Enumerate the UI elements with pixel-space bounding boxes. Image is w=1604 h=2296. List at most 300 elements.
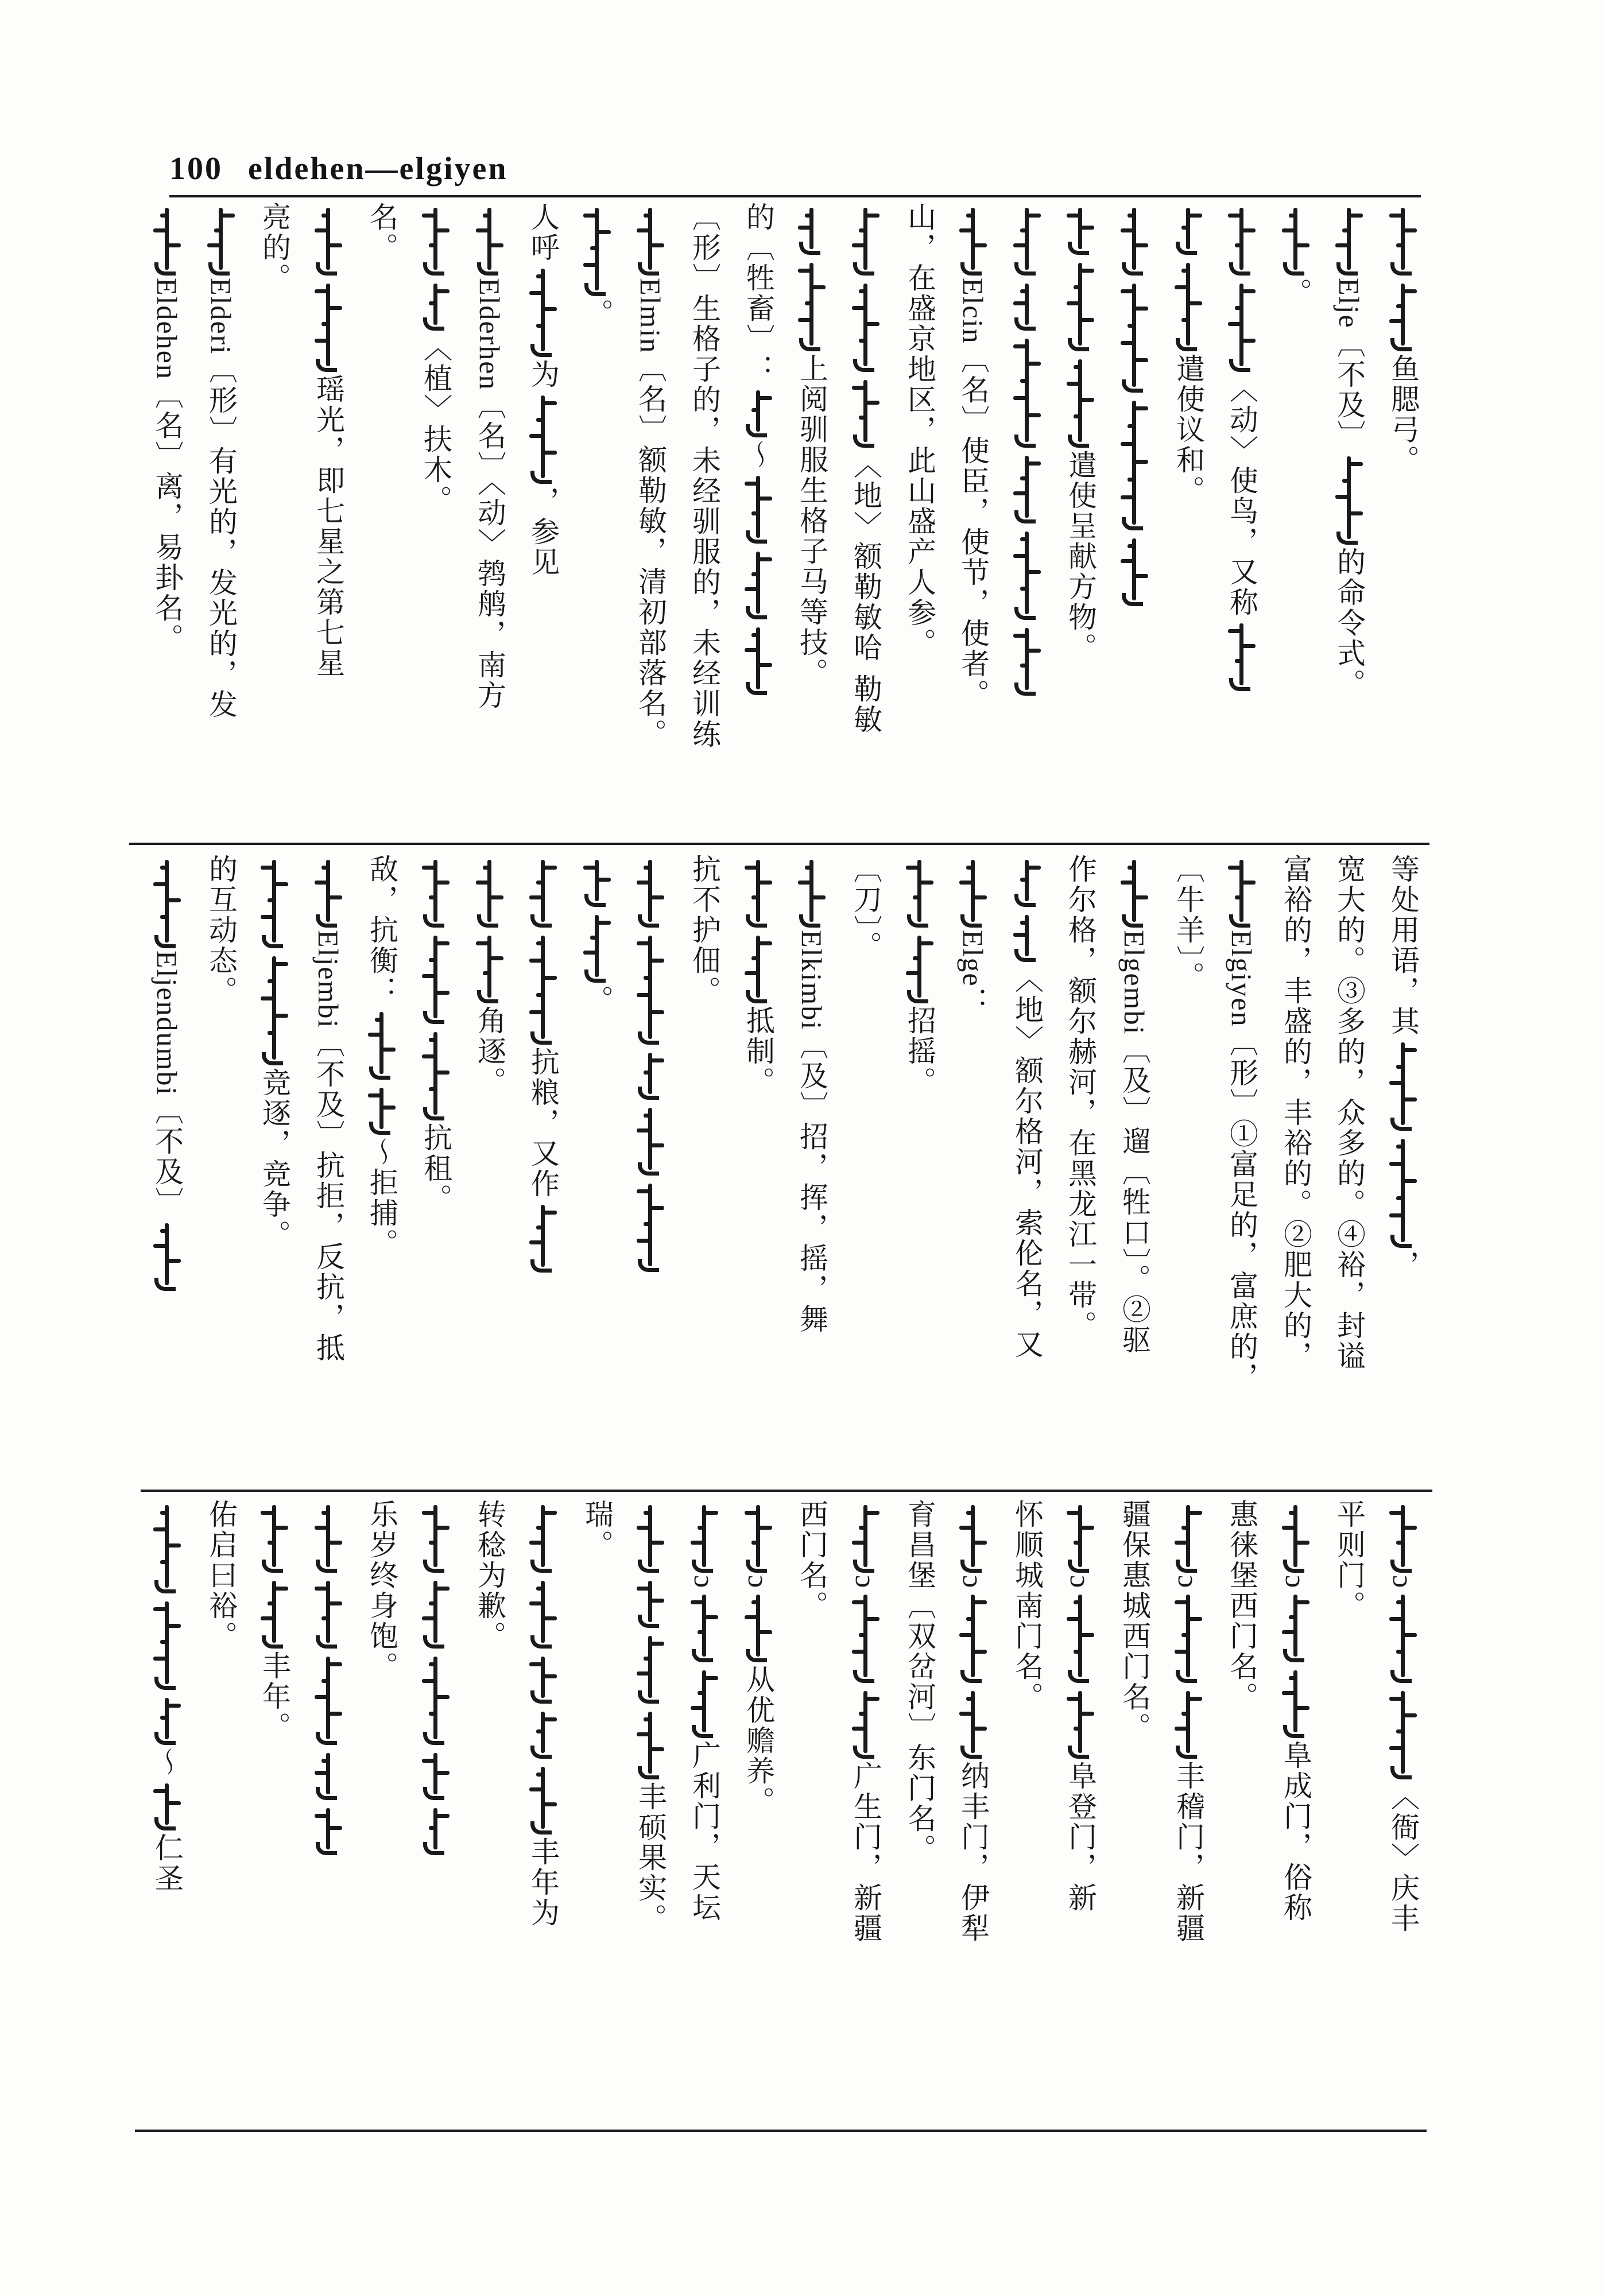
entry-column: [839, 202, 892, 829]
manchu-script-word: [849, 208, 883, 270]
entry-column: [355, 854, 408, 1481]
entry-text: 〔名〕额勒敏，清初部落名。: [634, 354, 667, 750]
entry-text: 敌，抗衡：: [365, 854, 398, 1006]
entry-column: [732, 1499, 785, 2126]
manchu-script-word: [1010, 860, 1044, 901]
manchu-script-word: [150, 1698, 184, 1739]
entry-column: [571, 202, 623, 829]
manchu-script-word: [633, 1053, 668, 1094]
manchu-script-word: [311, 860, 346, 922]
entry-column: [195, 854, 247, 1481]
entry-column: [1377, 202, 1429, 829]
manchu-script-word: [1386, 1595, 1420, 1677]
manchu-script-word: [633, 208, 668, 270]
entry-text: 名。: [365, 202, 398, 263]
entry-text: 纳丰门，伊犁: [956, 1761, 990, 1944]
manchu-script-word: [741, 390, 776, 432]
entry-column: [839, 1499, 892, 2126]
headword-romanization: Elgiyen: [1226, 930, 1258, 1027]
headword-romanization: ɔ: [1064, 1575, 1097, 1589]
manchu-script-word: [795, 208, 829, 249]
manchu-script-word: [311, 1505, 346, 1567]
manchu-script-word: [1117, 538, 1152, 600]
entry-column: [463, 202, 516, 829]
entry-column: [678, 854, 731, 1481]
manchu-script-word: [526, 1767, 560, 1829]
entry-text: 。: [1279, 278, 1312, 308]
manchu-script-word: [956, 1691, 990, 1753]
page-header: [169, 150, 508, 187]
manchu-script-word: [150, 860, 184, 943]
entry-column: [1377, 1499, 1429, 2126]
manchu-script-word: [257, 956, 292, 1060]
headword-romanization: Elcin: [957, 278, 989, 344]
headword-romanization: ɔ: [742, 1575, 774, 1589]
entry-text: 〔名〕〈动〉鹁鸼，南方: [473, 390, 506, 711]
entry-column: [517, 1499, 569, 2126]
entry-column: [1215, 854, 1268, 1481]
headword-romanization: Elje: [1333, 278, 1365, 329]
manchu-script-word: [311, 1657, 346, 1739]
manchu-script-word: [687, 1595, 722, 1657]
manchu-script-word: [311, 208, 346, 270]
manchu-script-word: [633, 1712, 668, 1774]
manchu-script-word: [419, 936, 453, 1018]
entry-column: [1001, 854, 1053, 1481]
manchu-script-word: [150, 1783, 184, 1825]
manchu-script-word: [1171, 1691, 1206, 1753]
entry-column: [678, 1499, 731, 2126]
manchu-script-word: [419, 1032, 453, 1115]
entry-text: 〈衙〉庆丰: [1386, 1782, 1420, 1934]
headword-romanization: ɔ: [850, 1575, 882, 1589]
manchu-script-word: [419, 1505, 453, 1567]
manchu-script-word: [1386, 1139, 1420, 1242]
manchu-script-word: [1386, 1505, 1420, 1567]
manchu-script-word: [849, 1691, 883, 1753]
entry-text: 〔不及〕: [1332, 328, 1366, 451]
entry-column: [785, 202, 838, 829]
manchu-script-word: [1171, 1595, 1206, 1677]
manchu-script-word: [1278, 208, 1313, 270]
entry-column: [195, 202, 247, 829]
entry-column: [463, 854, 516, 1481]
manchu-script-word: [1386, 208, 1420, 270]
entry-text: 上阅驯服生格子马等技。: [795, 354, 828, 688]
entry-text: 抵制。: [742, 1006, 775, 1097]
section-divider-2: [141, 1490, 1432, 1492]
entry-column: [1162, 854, 1215, 1481]
entry-column: [248, 202, 301, 829]
manchu-script-word: [956, 208, 990, 270]
entry-text: 〈动〉使鸟，又称: [1225, 374, 1258, 618]
entry-column: [732, 854, 785, 1481]
entry-column: [785, 1499, 838, 2126]
headword-romanization: ɔ: [1280, 1575, 1312, 1589]
manchu-script-word: [1010, 628, 1044, 690]
manchu-script-word: [902, 860, 937, 922]
dictionary-section-top: [141, 202, 1429, 829]
entry-text: 仁圣: [150, 1833, 184, 1894]
entry-text: 〔牛羊〕。: [1172, 854, 1205, 992]
manchu-script-word: [1010, 284, 1044, 325]
entry-column: [248, 1499, 301, 2126]
entry-column: [785, 854, 838, 1481]
manchu-script-word: [257, 860, 292, 943]
entry-text: 。: [580, 985, 614, 1015]
entry-text: 鱼腮弓。: [1386, 354, 1420, 475]
manchu-script-word: [526, 936, 560, 1039]
headword-romanization: ɔ: [1387, 1575, 1419, 1589]
headword-romanization: ɔ: [1172, 1575, 1204, 1589]
manchu-script-word: [849, 1505, 883, 1567]
entry-text: 惠徕堡西门名。: [1225, 1499, 1258, 1712]
manchu-script-word: [1386, 1042, 1420, 1125]
manchu-script-word: [1225, 208, 1259, 270]
manchu-script-word: [580, 860, 614, 901]
entry-text: 丰硕果实。: [634, 1782, 667, 1934]
entry-column: [1162, 202, 1215, 829]
entry-text: 拒捕。: [365, 1168, 398, 1259]
manchu-script-word: [633, 1505, 668, 1567]
manchu-script-word: [1063, 1505, 1098, 1567]
entry-column: [463, 1499, 516, 2126]
entry-column: [195, 1499, 247, 2126]
manchu-script-word: [311, 1581, 346, 1643]
manchu-script-word: [741, 627, 776, 689]
headword-romanization: Eldehen: [151, 278, 183, 380]
entry-text: ，: [1386, 1250, 1420, 1281]
manchu-script-word: [1171, 208, 1206, 249]
entry-column: [893, 1499, 946, 2126]
manchu-script-word: [150, 1505, 184, 1588]
manchu-script-word: [1117, 284, 1152, 387]
manchu-script-word: [1010, 456, 1044, 518]
manchu-script-word: [633, 1636, 668, 1698]
entry-column: [302, 202, 355, 829]
entry-text: 的互动态。: [204, 854, 238, 1006]
entry-column: [571, 854, 623, 1481]
entry-text: 瑞。: [580, 1499, 614, 1560]
entry-text: 抗粮，又作: [526, 1047, 560, 1199]
entry-text: 怀顺城南门名。: [1010, 1499, 1044, 1712]
page-number: 100: [169, 151, 223, 187]
entry-text: 〔形〕生格子的，未经驯服的，未经训练: [688, 202, 721, 750]
manchu-script-word: [204, 208, 238, 270]
manchu-script-word: [902, 936, 937, 998]
entry-column: [1108, 202, 1161, 829]
manchu-script-word: [1386, 1691, 1420, 1774]
entry-column: [1269, 1499, 1322, 2126]
entry-text: 丰稽门，新疆: [1172, 1761, 1205, 1944]
entry-column: [1215, 1499, 1268, 2126]
manchu-script-word: [956, 1595, 990, 1677]
manchu-script-word: [1010, 208, 1044, 270]
manchu-script-word: [849, 380, 883, 442]
entry-text: 招摇。: [903, 1006, 936, 1097]
entry-text: 的命令式。: [1332, 546, 1366, 699]
entry-column: [1323, 1499, 1376, 2126]
entry-text: 〔不及〕抗拒，反抗，抵: [312, 1029, 345, 1364]
entry-text: 遣使呈献方物。: [1064, 450, 1097, 663]
manchu-script-word: [1171, 1505, 1206, 1567]
manchu-script-word: [633, 1108, 668, 1170]
entry-text: 〔刀〕。: [849, 854, 882, 961]
entry-text: 乐岁终身饱。: [365, 1499, 398, 1682]
footer-rule: [135, 2130, 1427, 2132]
manchu-script-word: [741, 860, 776, 922]
manchu-script-word: [1332, 208, 1366, 270]
header-rule: [169, 195, 1421, 197]
manchu-script-word: [1225, 284, 1259, 366]
entry-text: 转稔为歉。: [473, 1499, 506, 1651]
headword-romanization: Eljendumbi: [151, 951, 183, 1096]
entry-text: 等处用语，其: [1386, 854, 1420, 1037]
entry-text: 〔名〕离，易卦名。: [150, 379, 184, 654]
manchu-script-word: [633, 1581, 668, 1622]
entry-text: 富裕的，丰盛的，丰裕的。②肥大的，: [1279, 854, 1312, 1371]
entry-text: 〔及〕遛〔牲口〕。②驱: [1118, 1035, 1151, 1356]
entry-column: [893, 854, 946, 1481]
manchu-script-word: [1010, 339, 1044, 442]
entry-column: [1269, 854, 1322, 1481]
entry-column: [248, 854, 301, 1481]
manchu-script-word: [472, 208, 507, 270]
manchu-script-word: [1063, 263, 1098, 346]
entry-text: ～: [365, 1137, 398, 1168]
entry-column: [409, 854, 462, 1481]
entry-column: [678, 202, 731, 829]
manchu-script-word: [741, 1505, 776, 1567]
manchu-script-word: [365, 1088, 399, 1129]
entry-text: 〈地〉额勒敏哈 勒敏: [849, 450, 882, 735]
entry-text: 瑶光，即七星之第七星: [312, 374, 345, 678]
manchu-script-word: [419, 860, 453, 922]
entry-text: 人呼: [526, 202, 560, 263]
entry-text: 竞逐，竞争。: [258, 1068, 291, 1250]
manchu-script-word: [257, 1581, 292, 1643]
manchu-script-word: [687, 1670, 722, 1732]
entry-column: [1108, 1499, 1161, 2126]
manchu-script-word: [1332, 456, 1366, 539]
manchu-script-word: [741, 552, 776, 614]
manchu-script-word: [1278, 1505, 1313, 1567]
entry-column: [1108, 854, 1161, 1481]
manchu-script-word: [1063, 1595, 1098, 1677]
manchu-script-word: [1063, 1691, 1098, 1753]
manchu-script-word: [472, 860, 507, 922]
entry-column: [355, 1499, 408, 2126]
manchu-script-word: [1278, 1670, 1313, 1732]
manchu-script-word: [257, 1505, 292, 1567]
headword-romanization: Eljembi: [312, 930, 344, 1029]
manchu-script-word: [526, 1712, 560, 1753]
entry-column: [302, 1499, 355, 2126]
manchu-script-word: [741, 936, 776, 998]
entry-text: 〈地〉额尔格河，索伦名，又: [1010, 964, 1044, 1360]
manchu-script-word: [1010, 915, 1044, 956]
entry-text: 阜登门，新: [1064, 1761, 1097, 1914]
entry-column: [1054, 202, 1107, 829]
manchu-script-word: [526, 269, 560, 351]
entry-column: [1323, 854, 1376, 1481]
entry-text: 宽大的。③多的，众多的。④裕，封谥: [1332, 854, 1366, 1371]
entry-column: [571, 1499, 623, 2126]
headword-romanization: Elge：: [957, 930, 989, 1017]
entry-column: [1269, 202, 1322, 829]
manchu-script-word: [1063, 208, 1098, 249]
entry-column: [1377, 854, 1429, 1481]
entry-text: 〔及〕招，挥，摇，舞: [795, 1030, 828, 1335]
entry-text: 〔形〕①富足的，富庶的，: [1225, 1027, 1258, 1393]
manchu-script-word: [150, 1223, 184, 1285]
entry-text: 抗租。: [419, 1123, 452, 1214]
entry-column: [355, 202, 408, 829]
entry-column: [1001, 1499, 1053, 2126]
entry-column: [624, 854, 677, 1481]
dictionary-section-middle: [141, 854, 1429, 1481]
entry-text: 〔形〕有光的，发光的，发: [204, 355, 238, 720]
section-divider-1: [129, 843, 1429, 845]
manchu-script-word: [1063, 359, 1098, 442]
entry-column: [624, 1499, 677, 2126]
entry-column: [893, 202, 946, 829]
manchu-script-word: [311, 1808, 346, 1849]
manchu-script-word: [849, 284, 883, 366]
manchu-script-word: [741, 476, 776, 538]
entry-text: 丰年为: [526, 1837, 560, 1928]
manchu-script-word: [1386, 284, 1420, 346]
entry-text: 遣使议和。: [1172, 354, 1205, 506]
entry-text: 佑启曰裕。: [204, 1499, 238, 1651]
entry-column: [1215, 202, 1268, 829]
manchu-script-word: [1010, 532, 1044, 614]
manchu-script-word: [311, 1753, 346, 1794]
entry-column: [947, 854, 999, 1481]
manchu-script-word: [1117, 401, 1152, 525]
headword-romanization: Elmin: [634, 278, 667, 354]
entry-text: 平则门。: [1332, 1499, 1366, 1621]
entry-column: [517, 854, 569, 1481]
entry-column: [409, 202, 462, 829]
manchu-script-word: [687, 1505, 722, 1567]
entry-column: [1001, 202, 1053, 829]
manchu-script-word: [150, 208, 184, 270]
entry-text: 抗不护佃。: [688, 854, 721, 1006]
manchu-script-word: [1117, 208, 1152, 270]
entry-column: [1054, 854, 1107, 1481]
entry-column: [1162, 1499, 1215, 2126]
manchu-script-word: [1278, 1595, 1313, 1657]
entry-column: [732, 202, 785, 829]
entry-text: 〈植〉扶木。: [419, 333, 452, 515]
manchu-script-word: [472, 936, 507, 998]
headword-romanization: Elderhen: [474, 278, 506, 391]
manchu-script-word: [795, 860, 829, 922]
manchu-script-word: [311, 284, 346, 366]
manchu-script-word: [1225, 860, 1259, 922]
entry-column: [141, 202, 193, 829]
entry-text: 阜成门，俗称: [1279, 1740, 1312, 1923]
manchu-script-word: [956, 860, 990, 922]
entry-text: ～: [742, 440, 775, 470]
manchu-script-word: [526, 395, 560, 478]
entry-column: [839, 854, 892, 1481]
manchu-script-word: [419, 208, 453, 270]
manchu-script-word: [580, 915, 614, 977]
entry-column: [302, 854, 355, 1481]
manchu-script-word: [849, 1595, 883, 1677]
entry-column: [947, 1499, 999, 2126]
entry-text: 亮的。: [258, 202, 291, 293]
headword-romanization: ɔ: [957, 1575, 989, 1589]
manchu-script-word: [956, 1505, 990, 1567]
manchu-script-word: [741, 1595, 776, 1657]
entry-text: 育昌堡〔双岔河〕东门名。: [903, 1499, 936, 1864]
entry-text: 〔名〕使臣，使节，使者。: [956, 344, 990, 709]
entry-column: [947, 202, 999, 829]
entry-text: 。: [580, 298, 614, 329]
dictionary-section-bottom: [141, 1499, 1429, 2126]
manchu-script-word: [633, 1184, 668, 1266]
manchu-script-word: [526, 860, 560, 922]
manchu-script-word: [419, 1753, 453, 1794]
entry-text: 〔不及〕: [150, 1096, 184, 1218]
headword-romanization: Elgembi: [1118, 930, 1150, 1035]
entry-text: 角逐。: [473, 1006, 506, 1097]
entry-column: [517, 202, 569, 829]
manchu-script-word: [633, 860, 668, 922]
entry-column: [1323, 202, 1376, 829]
manchu-script-word: [526, 1505, 560, 1567]
entry-column: [141, 854, 193, 1481]
entry-text: 西门名。: [795, 1499, 828, 1621]
manchu-script-word: [526, 1581, 560, 1643]
page-range: eldehen—elgiyen: [248, 151, 508, 187]
manchu-script-word: [419, 284, 453, 325]
manchu-script-word: [580, 208, 614, 290]
manchu-script-word: [419, 1808, 453, 1849]
manchu-script-word: [633, 936, 668, 1039]
manchu-script-word: [1171, 263, 1206, 346]
entry-text: ，参见: [526, 486, 560, 577]
entry-column: [624, 202, 677, 829]
manchu-script-word: [526, 1657, 560, 1698]
manchu-script-word: [526, 1205, 560, 1267]
entry-text: 山，在盛京地区，此山盛产人参。: [903, 202, 936, 658]
entry-text: 作尔格，额尔赫河，在黑龙江一带。: [1064, 854, 1097, 1341]
entry-text: 广利门，天坛: [688, 1740, 721, 1923]
entry-text: 丰年。: [258, 1651, 291, 1742]
entry-text: 疆保惠城西门名。: [1118, 1499, 1151, 1743]
entry-text: 从优赡养。: [742, 1665, 775, 1817]
manchu-script-word: [795, 263, 829, 346]
manchu-script-word: [365, 1012, 399, 1074]
entry-column: [141, 1499, 193, 2126]
manchu-script-word: [1117, 860, 1152, 922]
entry-column: [1054, 1499, 1107, 2126]
manchu-script-word: [419, 1657, 453, 1739]
manchu-script-word: [150, 1601, 184, 1684]
entry-text: 的〔牲畜〕：: [742, 202, 775, 385]
headword-romanization: ɔ: [688, 1575, 720, 1589]
entry-column: [409, 1499, 462, 2126]
entry-text: ～: [150, 1747, 184, 1778]
headword-romanization: Elkimbi: [796, 930, 828, 1031]
entry-text: 广生门，新疆: [849, 1761, 882, 1944]
headword-romanization: Elderi: [205, 278, 237, 355]
manchu-script-word: [1225, 623, 1259, 685]
